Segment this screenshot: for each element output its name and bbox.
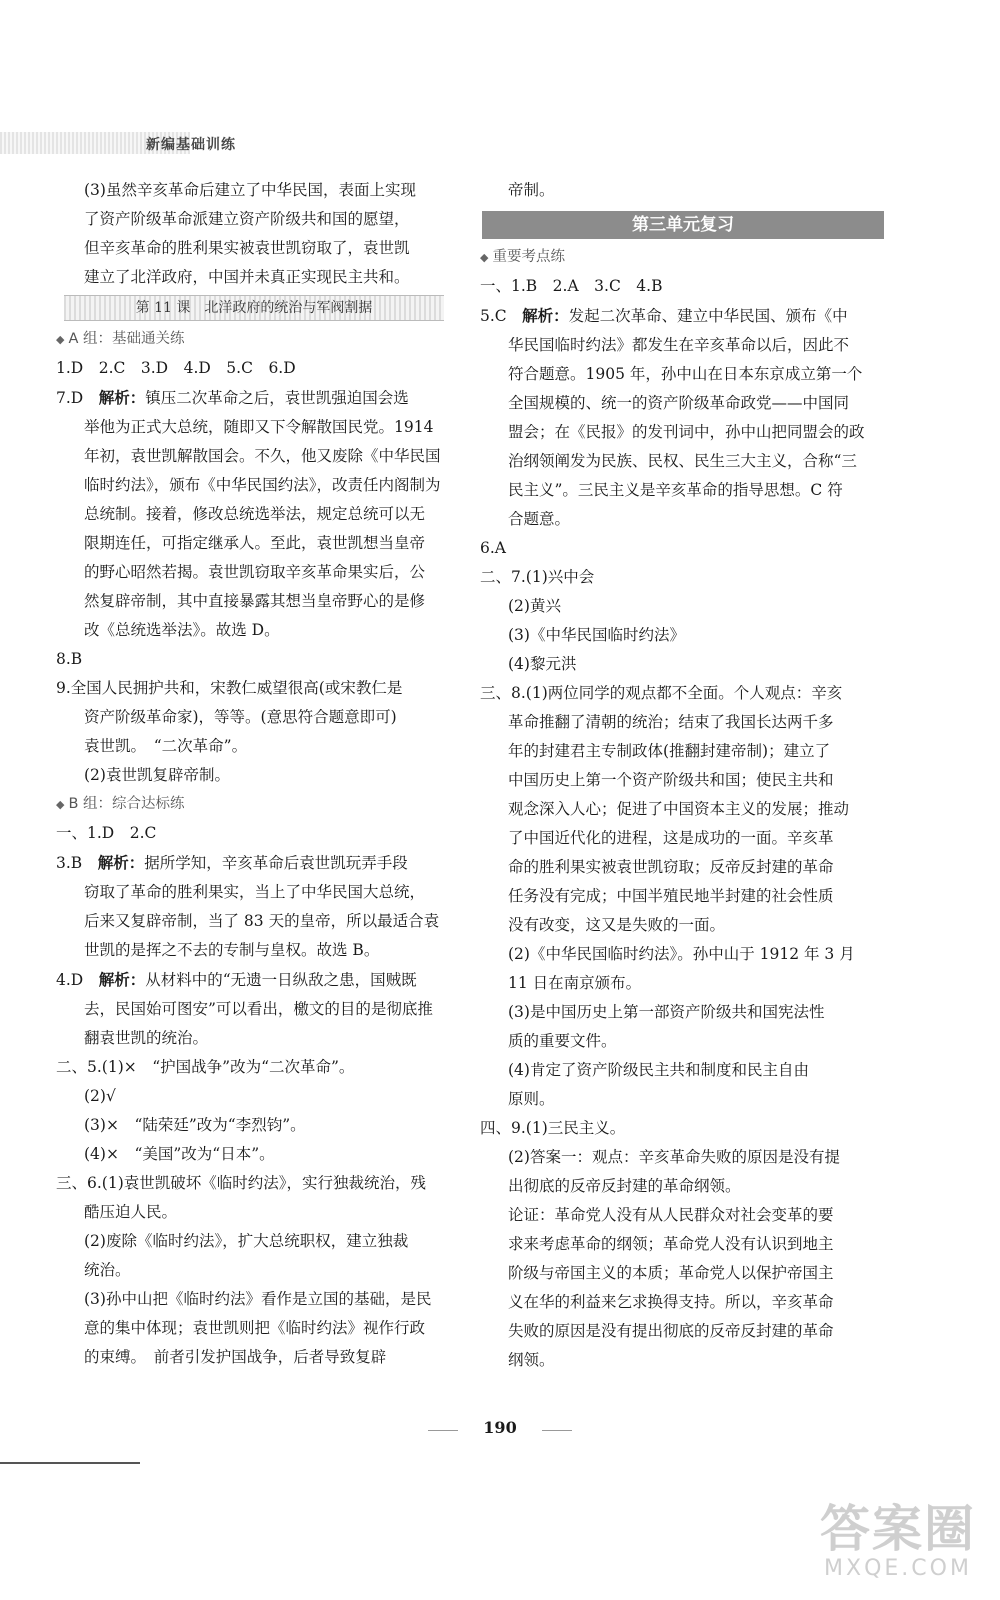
text-line: 质的重要文件。 bbox=[508, 1032, 617, 1050]
answer-line: 8.B bbox=[56, 650, 83, 668]
text-line: 建立了北洋政府，中国并未真正实现民主共和。 bbox=[84, 268, 410, 286]
text-line: 年初，袁世凯解散国会。不久，他又废除《中华民国 bbox=[84, 447, 441, 465]
text-line: 总统制。接着，修改总统选举法，规定总统可以无 bbox=[84, 505, 426, 523]
page-number: 190 bbox=[483, 1418, 517, 1437]
text-line: 然复辟帝制，其中直接暴露其想当皇帝野心的是修 bbox=[84, 592, 426, 610]
watermark-url: MXQE.COM bbox=[824, 1556, 972, 1581]
watermark-title: 答案圈 bbox=[820, 1500, 976, 1558]
text-line: 符合题意。1905 年，孙中山在日本东京成立第一个 bbox=[508, 365, 863, 383]
text-line: 盟会；在《民报》的发刊词中，孙中山把同盟会的政 bbox=[508, 423, 865, 441]
text-line: 酷压迫人民。 bbox=[84, 1203, 178, 1221]
text-line: (3)《中华民国临时约法》 bbox=[508, 626, 685, 644]
text-line: 临时约法》，颁布《中华民国约法》，改责任内阁制为 bbox=[84, 476, 441, 494]
right-column bbox=[480, 176, 890, 1375]
text-line: 出彻底的反帝反封建的革命纲领。 bbox=[508, 1177, 741, 1195]
answer-line: 7.D 解析：镇压二次革命之后，袁世凯强迫国会选 bbox=[56, 388, 409, 407]
text-line: (2)袁世凯复辟帝制。 bbox=[84, 766, 230, 784]
watermark-logo bbox=[820, 1502, 976, 1581]
text-line: (3)× “陆荣廷”改为“李烈钧”。 bbox=[84, 1116, 306, 1134]
text-line: 任务没有完成；中国半殖民地半封建的社会性质 bbox=[508, 887, 834, 905]
answer-line: 二、7.(1)兴中会 bbox=[480, 568, 595, 586]
group-a-heading: ◆ A 组：基础通关练 bbox=[56, 331, 185, 347]
text-line: 统治。 bbox=[84, 1261, 131, 1279]
text-line: 纲领。 bbox=[508, 1351, 555, 1369]
text-line: 限期连任，可指定继承人。至此，袁世凯想当皇帝 bbox=[84, 534, 426, 552]
text-line: 观念深入人心；促进了中国资本主义的发展；推动 bbox=[508, 800, 850, 818]
text-line: (3)孙中山把《临时约法》看作是立国的基础，是民 bbox=[84, 1290, 432, 1308]
text-line: (2)√ bbox=[84, 1087, 116, 1105]
text-line: 帝制。 bbox=[508, 181, 555, 199]
answer-line: 5.C 解析：发起二次革命、建立中华民国、颁布《中 bbox=[480, 306, 848, 325]
text-line: 11 日在南京颁布。 bbox=[508, 974, 642, 992]
text-line: 义在华的利益来乞求换得支持。所以，辛亥革命 bbox=[508, 1293, 834, 1311]
text-line: 治纲领阐发为民族、民权、民生三大主义，合称“三 bbox=[508, 452, 857, 470]
answer-line: 一、1.B 2.A 3.C 4.B bbox=[480, 277, 663, 295]
unit-review-title: 第三单元复习 bbox=[482, 211, 884, 239]
text-line: 失败的原因是没有提出彻底的反帝反封建的革命 bbox=[508, 1322, 834, 1340]
answer-line: 二、5.(1)× “护国战争”改为“二次革命”。 bbox=[56, 1058, 355, 1076]
answer-line: 9.全国人民拥护共和，宋教仁威望很高(或宋教仁是 bbox=[56, 679, 403, 697]
text-line: 中国历史上第一个资产阶级共和国；使民主共和 bbox=[508, 771, 834, 789]
text-line: 原则。 bbox=[508, 1090, 555, 1108]
text-line: 命的胜利果实被袁世凯窃取；反帝反封建的革命 bbox=[508, 858, 834, 876]
answer-line: 4.D 解析：从材料中的“无遗一日纵敌之患，国贼既 bbox=[56, 970, 417, 989]
answer-line: 1.D 2.C 3.D 4.D 5.C 6.D bbox=[56, 359, 296, 377]
text-line: 世凯的是挥之不去的专制与皇权。故选 B。 bbox=[84, 941, 380, 959]
text-line: 阶级与帝国主义的本质；革命党人以保护帝国主 bbox=[508, 1264, 834, 1282]
answer-line: 三、6.(1)袁世凯破坏《临时约法》，实行独裁统治，残 bbox=[56, 1174, 426, 1192]
text-line: (2)答案一：观点：辛亥革命失败的原因是没有提 bbox=[508, 1148, 840, 1166]
bottom-rule bbox=[0, 1462, 140, 1464]
text-line: 革命推翻了清朝的统治；结束了我国长达两千多 bbox=[508, 713, 834, 731]
text-line: 华民国临时约法》都发生在辛亥革命以后，因此不 bbox=[508, 336, 850, 354]
text-line: 但辛亥革命的胜利果实被袁世凯窃取了，袁世凯 bbox=[84, 239, 410, 257]
text-line: 全国规模的、统一的资产阶级革命政党——中国同 bbox=[508, 394, 850, 412]
text-line: 民主义”。三民主义是辛亥革命的指导思想。C 符 bbox=[508, 481, 843, 499]
text-line: 年的封建君主专制政体(推翻封建帝制)；建立了 bbox=[508, 742, 831, 760]
text-line: (2)《中华民国临时约法》。孙中山于 1912 年 3 月 bbox=[508, 945, 855, 963]
diamond-icon: ◆ bbox=[56, 333, 65, 346]
text-line: (4)黎元洪 bbox=[508, 655, 577, 673]
text-line: 意的集中体现；袁世凯则把《临时约法》视作行政 bbox=[84, 1319, 426, 1337]
text-line: (4)× “美国”改为“日本”。 bbox=[84, 1145, 275, 1163]
text-line: (2)黄兴 bbox=[508, 597, 561, 615]
text-line: 去，民国始可图安”可以看出，檄文的目的是彻底推 bbox=[84, 1000, 433, 1018]
text-line: 袁世凯。 “二次革命”。 bbox=[84, 737, 248, 755]
text-line: 的野心昭然若揭。袁世凯窃取辛亥革命果实后，公 bbox=[84, 563, 426, 581]
footer-rule-right bbox=[542, 1430, 572, 1431]
answer-line: 6.A bbox=[480, 539, 506, 557]
diamond-icon: ◆ bbox=[480, 251, 489, 264]
text-line: 后来又复辟帝制，当了 83 天的皇帝，所以最适合袁 bbox=[84, 912, 440, 930]
text-line: 了资产阶级革命派建立资产阶级共和国的愿望， bbox=[84, 210, 410, 228]
text-line: 窃取了革命的胜利果实，当上了中华民国大总统， bbox=[84, 883, 426, 901]
text-line: (2)废除《临时约法》，扩大总统职权，建立独裁 bbox=[84, 1232, 409, 1250]
group-b-heading: ◆ B 组：综合达标练 bbox=[56, 796, 185, 812]
text-line: 的束缚。 前者引发护国战争，后者导致复辟 bbox=[84, 1348, 387, 1366]
key-points-heading: ◆ 重要考点练 bbox=[480, 249, 565, 265]
text-line: 翻袁世凯的统治。 bbox=[84, 1029, 209, 1047]
diamond-icon: ◆ bbox=[56, 798, 65, 811]
text-line: 合题意。 bbox=[508, 510, 571, 528]
answer-line: 3.B 解析：据所学知，辛亥革命后袁世凯玩弄手段 bbox=[56, 853, 408, 872]
lesson-title: 第 11 课 北洋政府的统治与军阀割据 bbox=[64, 295, 444, 321]
answer-line: 一、1.D 2.C bbox=[56, 824, 157, 842]
left-column bbox=[56, 176, 456, 1372]
text-line: 求来考虑革命的纲领；革命党人没有认识到地主 bbox=[508, 1235, 834, 1253]
text-line: 举他为正式大总统，随即又下令解散国民党。1914 bbox=[84, 418, 434, 436]
text-line: 改《总统选举法》。故选 D。 bbox=[84, 621, 280, 639]
text-line: (4)肯定了资产阶级民主共和制度和民主自由 bbox=[508, 1061, 809, 1079]
text-line: 论证：革命党人没有从人民群众对社会变革的要 bbox=[508, 1206, 834, 1224]
text-line: (3)是中国历史上第一部资产阶级共和国宪法性 bbox=[508, 1003, 825, 1021]
text-line: 没有改变，这又是失败的一面。 bbox=[508, 916, 726, 934]
answer-line: 四、9.(1)三民主义。 bbox=[480, 1119, 626, 1137]
text-line: 了中国近代化的进程，这是成功的一面。辛亥革 bbox=[508, 829, 834, 847]
answer-line: 三、8.(1)两位同学的观点都不全面。个人观点：辛亥 bbox=[480, 684, 843, 702]
header-title: 新编基础训练 bbox=[146, 137, 236, 153]
text-line: 资产阶级革命家)，等等。(意思符合题意即可) bbox=[84, 708, 397, 726]
text-line: (3)虽然辛亥革命后建立了中华民国，表面上实现 bbox=[84, 181, 416, 199]
